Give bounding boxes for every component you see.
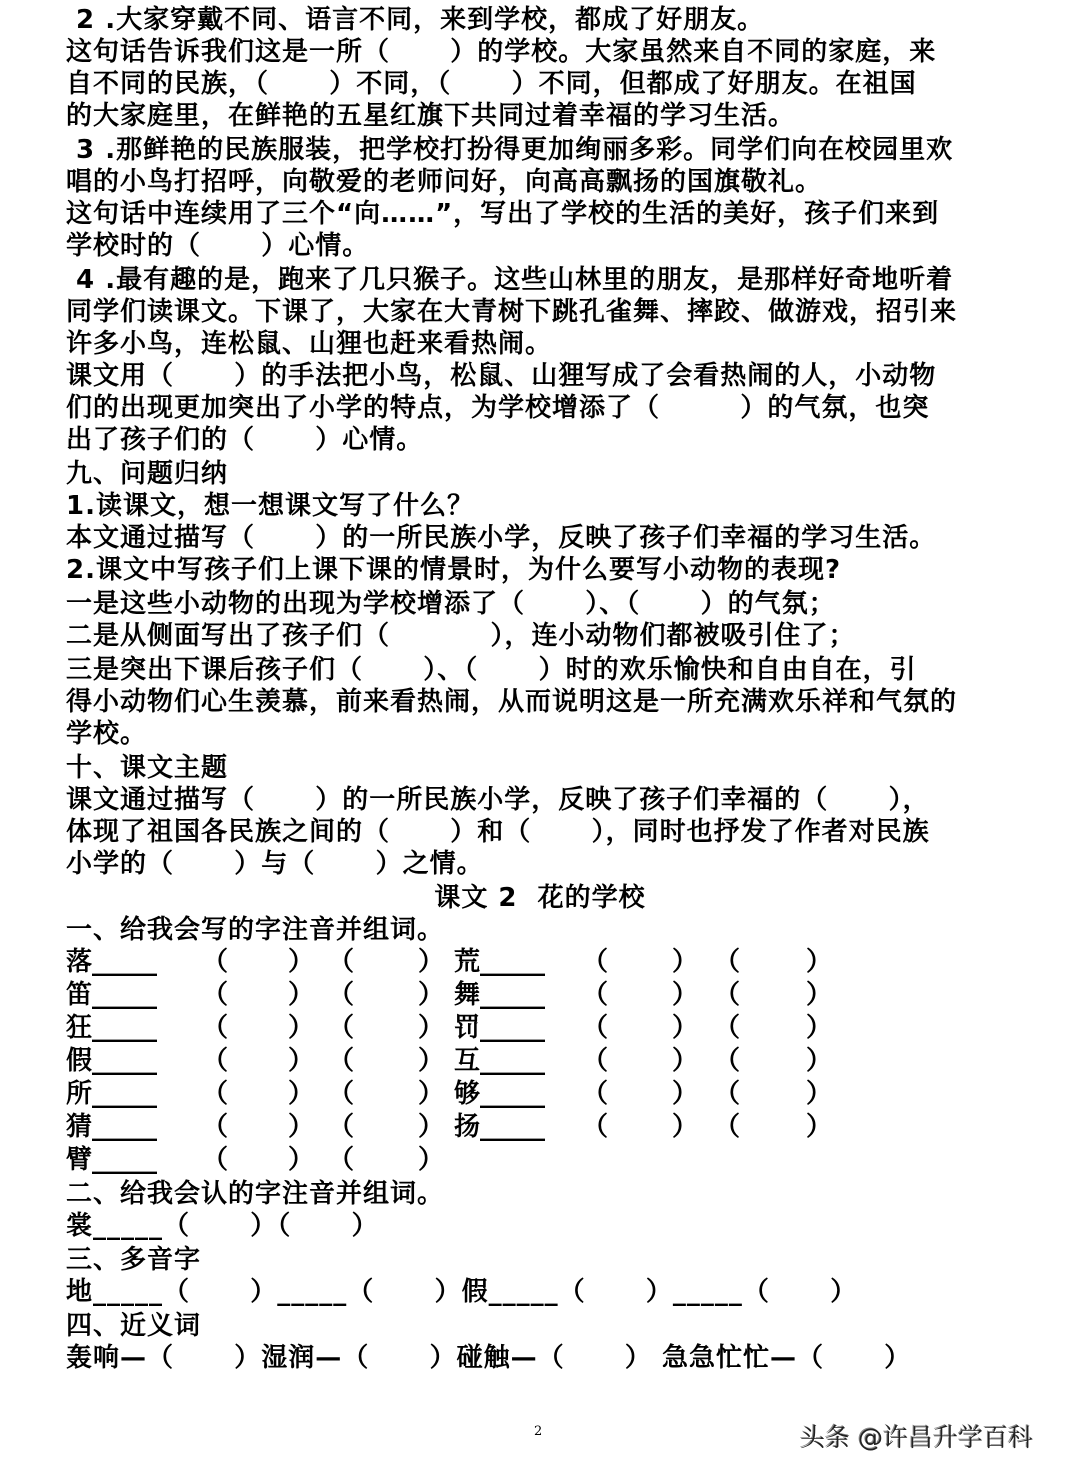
char-cell: （: [582, 1013, 609, 1043]
char-cell: （: [202, 1145, 229, 1175]
text-line: 许多小鸟，连松鼠、山狸也赶来看热闹。: [66, 329, 553, 359]
char-cell: ）: [418, 1112, 445, 1142]
char-cell: ）: [418, 1013, 445, 1043]
char-cell: （: [582, 1046, 609, 1076]
question: 1.读课文，想一想课文写了什么？: [66, 491, 474, 521]
char-cell: ）: [672, 980, 699, 1010]
char-cell: （: [714, 980, 741, 1010]
char-cell: （: [202, 980, 229, 1010]
char-cell: （: [714, 1079, 741, 1109]
char-cell: （: [328, 1145, 355, 1175]
text-line: 一是这些小动物的出现为学校增添了（ ）、（ ）的气氛；: [66, 589, 836, 619]
char-cell: 罚_____: [454, 1013, 546, 1043]
char-cell: （: [714, 947, 741, 977]
char-cell: ）: [288, 1046, 315, 1076]
char-cell: （: [582, 1112, 609, 1142]
char-cell: （: [328, 1112, 355, 1142]
char-cell: 笛_____: [66, 980, 158, 1010]
char-cell: 猜_____: [66, 1112, 158, 1142]
char-cell: （: [714, 1112, 741, 1142]
section-heading: 十、课文主题: [66, 753, 229, 783]
char-cell: ）: [672, 1013, 699, 1043]
text-line: 三是突出下课后孩子们（ ）、（ ）时的欢乐愉快和自由自在，引: [66, 655, 917, 685]
char-cell: ）: [288, 980, 315, 1010]
char-cell: ）: [418, 1079, 445, 1109]
char-cell: ）: [806, 947, 833, 977]
lesson-title: 课文 2 花的学校: [434, 883, 646, 913]
char-cell: ）: [418, 1046, 445, 1076]
text-line: 4 .最有趣的是，跑来了几只猴子。这些山林里的朋友，是那样好奇地听着: [66, 265, 954, 295]
char-cell: ）: [418, 947, 445, 977]
char-cell: （: [582, 947, 609, 977]
text-line: 二是从侧面写出了孩子们（ ），连小动物们都被吸引住了；: [66, 621, 856, 651]
char-cell: （: [202, 1013, 229, 1043]
synonyms-row: 轰响—（ ）湿润—（ ）碰触—（ ） 急急忙忙—（ ）: [66, 1343, 912, 1373]
char-cell: ）: [288, 1079, 315, 1109]
text-line: 这句话告诉我们这是一所（ ）的学校。大家虽然来自不同的家庭，来: [66, 37, 937, 67]
text-line: 课文通过描写（ ）的一所民族小学，反映了孩子们幸福的（ ），: [66, 785, 930, 815]
section-heading: 九、问题归纳: [66, 459, 229, 489]
char-cell: ）: [288, 1145, 315, 1175]
text-line: 这句话中连续用了三个“向……”，写出了学校的生活的美好，孩子们来到: [66, 199, 940, 229]
text-line: 学校时的（ ）心情。: [66, 231, 370, 261]
char-cell: （: [714, 1013, 741, 1043]
watermark: 头条 @许昌升学百科: [800, 1423, 1033, 1452]
text-line: 学校。: [66, 719, 148, 749]
char-cell: （: [714, 1046, 741, 1076]
text-line: 体现了祖国各民族之间的（ ）和（ ），同时也抒发了作者对民族: [66, 817, 930, 847]
text-line: 课文用（ ）的手法把小鸟，松鼠、山狸写成了会看热闹的人，小动物: [66, 361, 937, 391]
char-cell: 落_____: [66, 947, 158, 977]
char-cell: ）: [288, 1112, 315, 1142]
text-line: 自不同的民族，（ ）不同，（ ）不同，但都成了好朋友。在祖国: [66, 69, 917, 99]
char-cell: ）: [418, 1145, 445, 1175]
section-heading: 三、多音字: [66, 1245, 202, 1275]
char-cell: （: [582, 1079, 609, 1109]
char-cell: （: [328, 947, 355, 977]
text-line: 2 .大家穿戴不同、语言不同，来到学校，都成了好朋友。: [66, 5, 765, 35]
text-line: 本文通过描写（ ）的一所民族小学，反映了孩子们幸福的学习生活。: [66, 523, 937, 553]
char-cell: 舞_____: [454, 980, 546, 1010]
char-cell: （: [328, 1079, 355, 1109]
recognize-chars-row: 裳_____（ ）（ ）: [66, 1211, 379, 1241]
text-line: 3 .那鲜艳的民族服装，把学校打扮得更加绚丽多彩。同学们向在校园里欢: [66, 135, 954, 165]
char-cell: ）: [806, 980, 833, 1010]
char-cell: 臂_____: [66, 1145, 158, 1175]
char-cell: ）: [672, 1112, 699, 1142]
text-line: 出了孩子们的（ ）心情。: [66, 425, 424, 455]
text-line: 唱的小鸟打招呼，向敬爱的老师问好，向高高飘扬的国旗敬礼。: [66, 167, 823, 197]
char-cell: 扬_____: [454, 1112, 546, 1142]
char-cell: 荒_____: [454, 947, 546, 977]
text-line: 的大家庭里，在鲜艳的五星红旗下共同过着幸福的学习生活。: [66, 101, 796, 131]
char-cell: （: [202, 1046, 229, 1076]
text-line: 同学们读课文。下课了，大家在大青树下跳孔雀舞、摔跤、做游戏，招引来: [66, 297, 958, 327]
char-cell: ）: [672, 1046, 699, 1076]
char-cell: （: [202, 1079, 229, 1109]
char-cell: 互_____: [454, 1046, 546, 1076]
char-cell: 假_____: [66, 1046, 158, 1076]
char-cell: ）: [806, 1079, 833, 1109]
char-cell: ）: [672, 1079, 699, 1109]
polyphones-row: 地_____（ ）_____（ ）假_____（ ）_____（ ）: [66, 1277, 858, 1307]
char-cell: 狂_____: [66, 1013, 158, 1043]
char-cell: （: [202, 1112, 229, 1142]
char-cell: （: [328, 1046, 355, 1076]
text-line: 们的出现更加突出了小学的特点，为学校增添了（ ）的气氛，也突: [66, 393, 930, 423]
char-cell: （: [582, 980, 609, 1010]
page-number: 2: [534, 1424, 543, 1439]
char-cell: ）: [806, 1013, 833, 1043]
char-cell: ）: [672, 947, 699, 977]
char-cell: ）: [288, 947, 315, 977]
char-cell: （: [202, 947, 229, 977]
section-heading: 二、给我会认的字注音并组词。: [66, 1179, 445, 1209]
char-cell: ）: [806, 1112, 833, 1142]
question: 2.课文中写孩子们上课下课的情景时，为什么要写小动物的表现?: [66, 555, 842, 585]
section-heading: 一、给我会写的字注音并组词。: [66, 915, 445, 945]
text-line: 得小动物们心生羡慕，前来看热闹，从而说明这是一所充满欢乐祥和气氛的: [66, 687, 958, 717]
char-cell: （: [328, 980, 355, 1010]
char-cell: ）: [288, 1013, 315, 1043]
char-cell: 所_____: [66, 1079, 158, 1109]
char-cell: （: [328, 1013, 355, 1043]
char-cell: 够_____: [454, 1079, 546, 1109]
text-line: 小学的（ ）与（ ）之情。: [66, 849, 484, 879]
char-cell: ）: [418, 980, 445, 1010]
char-cell: ）: [806, 1046, 833, 1076]
section-heading: 四、近义词: [66, 1311, 202, 1341]
